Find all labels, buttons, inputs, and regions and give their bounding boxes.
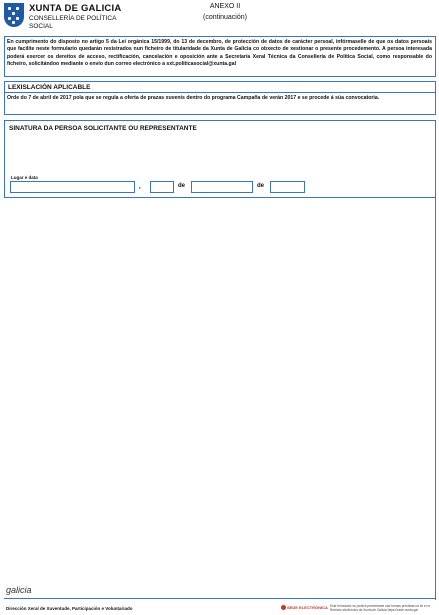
annex-subtitle: (continuación): [203, 14, 247, 21]
legislation-title: LEXISLACIÓN APLICABLE: [8, 84, 91, 91]
galicia-logo: galicia: [6, 585, 32, 595]
comma-separator: ,: [139, 184, 141, 190]
sede-label: SEDE ELECTRÓNICA: [287, 605, 328, 610]
place-date-label: Lugar e data: [11, 175, 38, 180]
month-field[interactable]: [191, 181, 253, 193]
privacy-text: En cumprimento do disposto no artigo 5 da Lei orgánica 15/1999, do 13 de decembro, de protección de datos de carácter persoal, infórmaselle de que os datos persoais que facilite neste formulario quedarán rexistrados nun ficheiro de titularidade da Xunta de Galicia co obxecto de xestionar o presente procedemento. A persoa interesada poderá exercer os dereitos de acceso, rectificación, cancelación e oposición ante a Secretaría Xeral Técnica da Consellería de Política Social, como responsable do ficheiro, solicitándoo mediante o envío dun correo electrónico a sxt.politicasocial@xunta.gal: [7, 39, 432, 68]
sede-icon: [281, 605, 286, 610]
legislation-divider: [4, 92, 436, 93]
year-field[interactable]: [270, 181, 305, 193]
org-department: [29, 15, 129, 31]
directorate-name: Dirección Xeral de Xuventude, Participación e Voluntariado: [6, 606, 133, 611]
bottom-frame-line: [4, 598, 435, 599]
org-name: XUNTA DE GALICIA: [29, 3, 122, 14]
legislation-text: Orde do 7 de abril de 2017 pola que se regula a oferta de prazas xuvenís dentro do programa Campaña de verán 2017 e se procede á súa convocatoria.: [7, 95, 380, 101]
right-frame-line: [435, 198, 436, 600]
xunta-shield-icon: [4, 3, 24, 27]
place-field[interactable]: [10, 181, 135, 193]
sede-note: Este formulario só poderá presentarse nas formas previstas na lei e no Rexistro electrónico da Xunta de Galicia https://sede.xunta.gal: [330, 604, 431, 612]
org-dept-line1: CONSELLERÍA DE POLÍTICA: [29, 15, 117, 22]
day-field[interactable]: [150, 181, 174, 193]
org-dept-line2: SOCIAL: [29, 23, 53, 30]
signature-title: SINATURA DA PERSOA SOLICITANTE OU REPRESENTANTE: [9, 125, 197, 132]
annex-title: ANEXO II: [209, 3, 241, 10]
de-label-1: de: [178, 183, 186, 189]
de-label-2: de: [257, 183, 265, 189]
